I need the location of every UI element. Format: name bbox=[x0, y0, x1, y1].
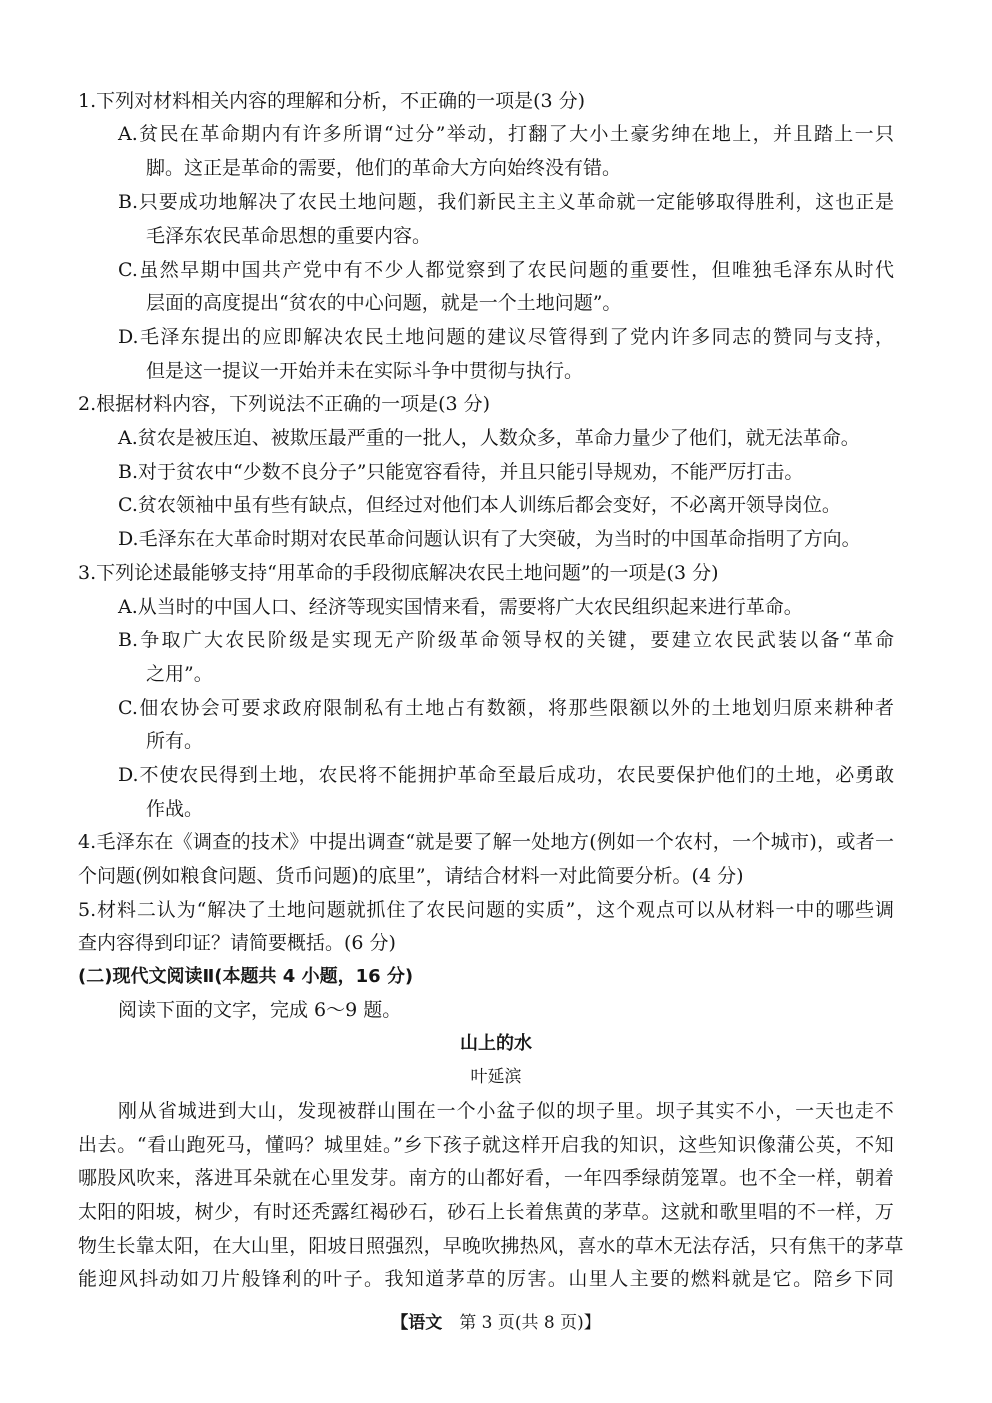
q1-option-d: D.毛泽东提出的应即解决农民土地问题的建议尽管得到了党内许多同志的赞同与支持， bbox=[118, 326, 894, 348]
q3-option-b: B.争取广大农民阶级是实现无产阶级革命领导权的关键，要建立农民武装以备“革命 bbox=[118, 629, 894, 651]
essay-line: 能迎风抖动如刀片般锋利的叶子。我知道茅草的厉害。山里人主要的燃料就是它。陪乡下同 bbox=[78, 1268, 894, 1290]
q1-option-c-cont: 层面的高度提出“贫农的中心问题，就是一个土地问题”。 bbox=[146, 292, 622, 314]
essay-line: 哪股风吹来，落进耳朵就在心里发芽。南方的山都好看，一年四季绿荫笼罩。也不全一样，朝着 bbox=[78, 1167, 894, 1189]
q2-stem: 2.根据材料内容，下列说法不正确的一项是(3 分) bbox=[78, 393, 491, 415]
q1-option-b-cont: 毛泽东农民革命思想的重要内容。 bbox=[146, 225, 432, 247]
q1-option-a: A.贫民在革命期内有许多所谓“过分”举动，打翻了大小土豪劣绅在地上，并且踏上一只 bbox=[118, 123, 894, 145]
q3-option-d: D.不使农民得到土地，农民将不能拥护革命至最后成功，农民要保护他们的土地，必勇敢 bbox=[118, 764, 894, 786]
q3-option-c: C.佃农协会可要求政府限制私有土地占有数额，将那些限额以外的土地划归原来耕种者 bbox=[118, 697, 894, 719]
footer-page-number: 第 3 页(共 8 页)】 bbox=[459, 1313, 601, 1333]
essay-line: 物生长靠太阳，在大山里，阳坡日照强烈，早晚吹拂热风，喜水的草木无法存活，只有焦干的茅草 bbox=[78, 1235, 904, 1257]
q4-stem-cont: 个问题(例如粮食问题、货币问题)的底里”，请结合材料一对此简要分析。(4 分) bbox=[78, 865, 744, 887]
q5-stem-cont: 查内容得到印证？请简要概括。(6 分) bbox=[78, 932, 396, 954]
q3-option-b-cont: 之用”。 bbox=[146, 663, 213, 685]
q3-option-d-cont: 作战。 bbox=[146, 798, 204, 820]
essay-title: 山上的水 bbox=[460, 1033, 532, 1054]
q3-stem: 3.下列论述最能够支持“用革命的手段彻底解决农民土地问题”的一项是(3 分) bbox=[78, 562, 719, 584]
q1-option-c: C.虽然早期中国共产党中有不少人都觉察到了农民问题的重要性，但唯独毛泽东从时代 bbox=[118, 259, 894, 281]
q1-stem: 1.下列对材料相关内容的理解和分析，不正确的一项是(3 分) bbox=[78, 90, 586, 112]
q1-option-b: B.只要成功地解决了农民土地问题，我们新民主主义革命就一定能够取得胜利，这也正是 bbox=[118, 191, 894, 213]
q4-stem: 4.毛泽东在《调查的技术》中提出调查“就是要了解一处地方(例如一个农村，一个城市)，或者一 bbox=[78, 831, 894, 853]
section-heading: (二)现代文阅读Ⅱ(本题共 4 小题，16 分) bbox=[78, 966, 414, 987]
q5-stem: 5.材料二认为“解决了土地问题就抓住了农民问题的实质”，这个观点可以从材料一中的哪些调 bbox=[78, 899, 894, 921]
footer-subject: 【语文 bbox=[391, 1313, 443, 1333]
section-instruction: 阅读下面的文字，完成 6～9 题。 bbox=[118, 999, 402, 1021]
q3-option-a: A.从当时的中国人口、经济等现实国情来看，需要将广大农民组织起来进行革命。 bbox=[118, 596, 803, 618]
q1-option-d-cont: 但是这一提议一开始并未在实际斗争中贯彻与执行。 bbox=[146, 360, 584, 382]
q1-option-a-cont: 脚。这正是革命的需要，他们的革命大方向始终没有错。 bbox=[146, 157, 622, 179]
essay-line: 刚从省城进到大山，发现被群山围在一个小盆子似的坝子里。坝子其实不小，一天也走不 bbox=[118, 1100, 894, 1122]
essay-line: 太阳的阳坡，树少，有时还秃露红褐砂石，砂石上长着焦黄的茅草。这就和歌里唱的不一样，万 bbox=[78, 1201, 894, 1223]
q3-option-c-cont: 所有。 bbox=[146, 730, 204, 752]
q2-option-b: B.对于贫农中“少数不良分子”只能宽容看待，并且只能引导规劝，不能严厉打击。 bbox=[118, 461, 804, 483]
q2-option-c: C.贫农领袖中虽有些有缺点，但经过对他们本人训练后都会变好，不必离开领导岗位。 bbox=[118, 494, 841, 516]
essay-line: 出去。“看山跑死马，懂吗？城里娃。”乡下孩子就这样开启我的知识，这些知识像蒲公英，不知 bbox=[78, 1134, 894, 1156]
q2-option-d: D.毛泽东在大革命时期对农民革命问题认识有了大突破，为当时的中国革命指明了方向。 bbox=[118, 528, 861, 550]
page-footer bbox=[0, 1310, 992, 1336]
q2-option-a: A.贫农是被压迫、被欺压最严重的一批人，人数众多，革命力量少了他们，就无法革命。 bbox=[118, 427, 860, 449]
essay-author: 叶延滨 bbox=[470, 1067, 522, 1087]
